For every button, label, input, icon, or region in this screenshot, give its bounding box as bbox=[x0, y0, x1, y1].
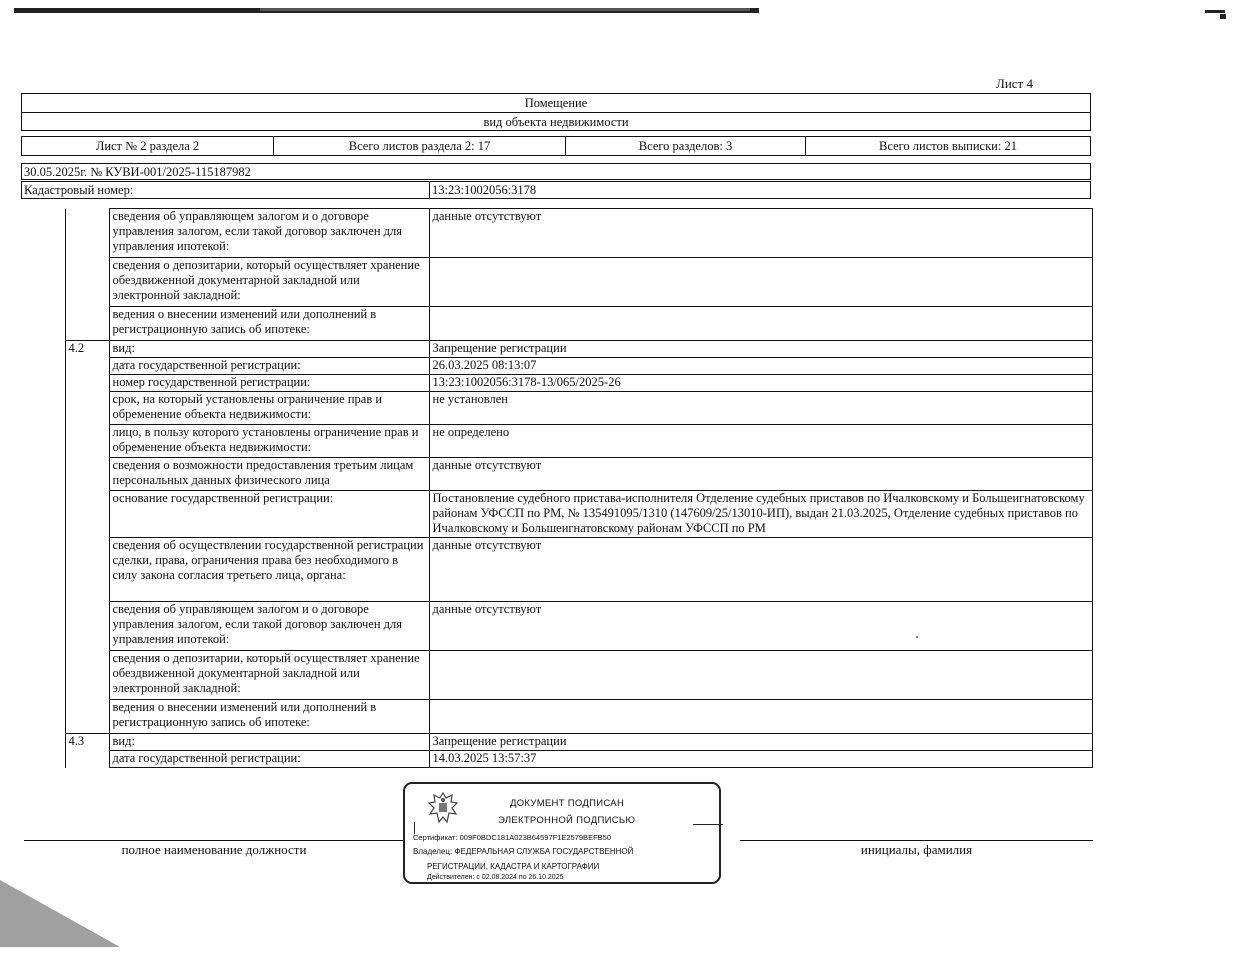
scan-corner-mark bbox=[1205, 10, 1225, 13]
stamp-certificate: Сертификат: 009F0BDC181A023B64597F1E2579BEFB50 bbox=[413, 833, 611, 842]
row-label: срок, на который установлены ограничение прав и обременение объекта недвижимости: bbox=[109, 392, 429, 425]
coat-of-arms-icon bbox=[425, 790, 461, 826]
sheet-info-row bbox=[21, 136, 1091, 156]
indent-cell bbox=[21, 751, 65, 768]
table-row bbox=[21, 358, 1092, 375]
indent-cell bbox=[21, 341, 65, 358]
row-value bbox=[429, 307, 1092, 341]
row-number bbox=[65, 258, 109, 307]
table-row bbox=[21, 209, 1092, 258]
row-value bbox=[429, 258, 1092, 307]
row-number bbox=[65, 375, 109, 392]
indent-cell bbox=[21, 538, 65, 602]
row-number bbox=[65, 538, 109, 602]
indent-cell bbox=[21, 392, 65, 425]
row-value: не определено bbox=[429, 425, 1092, 458]
name-label: инициалы, фамилия bbox=[860, 842, 973, 857]
row-value: данные отсутствуют bbox=[429, 538, 1092, 602]
row-number bbox=[65, 602, 109, 651]
scan-speck bbox=[916, 636, 918, 638]
total-extract-sheets: Всего листов выписки: 21 bbox=[879, 139, 1017, 153]
e-signature-stamp bbox=[403, 782, 721, 884]
stamp-line1: ДОКУМЕНТ ПОДПИСАН bbox=[510, 798, 625, 809]
table-row bbox=[21, 425, 1092, 458]
row-value: данные отсутствуют bbox=[429, 209, 1092, 258]
row-value: Постановление судебного пристава-исполнителя Отделение судебных приставов по Ичалковскому и Большеигнатовскому районам УФССП по РМ, № 135491095/1310 (147609/25/13010-ИП), выдан 21.03.2025, Отделение судебных приставов по Ичалковскому и Большеигнатовскому районам УФССП по РМ bbox=[429, 491, 1092, 538]
indent-cell bbox=[21, 209, 65, 258]
indent-cell bbox=[21, 458, 65, 491]
scan-corner-mark-2 bbox=[1220, 14, 1226, 19]
row-number bbox=[65, 491, 109, 538]
indent-cell bbox=[21, 651, 65, 700]
indent-cell bbox=[21, 307, 65, 341]
table-row bbox=[21, 307, 1092, 341]
row-number bbox=[65, 700, 109, 734]
indent-cell bbox=[21, 425, 65, 458]
sheet-section: Лист № 2 раздела 2 bbox=[22, 137, 274, 155]
signature-name bbox=[740, 822, 1093, 859]
row-value: 14.03.2025 13:57:37 bbox=[429, 751, 1092, 768]
indent-cell bbox=[21, 491, 65, 538]
table-row bbox=[21, 341, 1092, 358]
position-line bbox=[24, 822, 404, 841]
row-value bbox=[429, 651, 1092, 700]
cadastral-label: Кадастровый номер: bbox=[22, 182, 430, 198]
row-number bbox=[65, 392, 109, 425]
total-section-sheets: Всего листов раздела 2: 17 bbox=[274, 137, 566, 155]
table-row bbox=[21, 392, 1092, 425]
stamp-validity: Действителен: с 02.08.2024 по 26.10.2025 bbox=[427, 874, 564, 881]
encumbrance-table bbox=[21, 208, 1093, 768]
row-value: данные отсутствуют bbox=[429, 458, 1092, 491]
table-row bbox=[21, 491, 1092, 538]
row-number: 4.3 bbox=[65, 734, 109, 751]
table-row bbox=[21, 734, 1092, 751]
indent-cell bbox=[21, 375, 65, 392]
row-label: ведения о внесении изменений или дополнений в регистрационную запись об ипотеке: bbox=[109, 307, 429, 341]
row-label: вид: bbox=[109, 341, 429, 358]
row-label: номер государственной регистрации: bbox=[109, 375, 429, 392]
indent-cell bbox=[21, 602, 65, 651]
row-value: не установлен bbox=[429, 392, 1092, 425]
row-number bbox=[65, 307, 109, 341]
row-label: дата государственной регистрации: bbox=[109, 358, 429, 375]
row-label: ведения о внесении изменений или дополнений в регистрационную запись об ипотеке: bbox=[109, 700, 429, 734]
sheet-number: Лист 4 bbox=[996, 76, 1033, 91]
row-value: Запрещение регистрации bbox=[429, 734, 1092, 751]
row-label: сведения об управляющем залогом и о договоре управления залогом, если такой договор заключен для управления ипотекой: bbox=[109, 209, 429, 258]
table-row bbox=[21, 375, 1092, 392]
name-line bbox=[740, 822, 1093, 841]
row-value: данные отсутствуют bbox=[429, 602, 1092, 651]
table-row bbox=[21, 751, 1092, 768]
indent-cell bbox=[21, 734, 65, 751]
table-row bbox=[21, 651, 1092, 700]
stamp-line2: ЭЛЕКТРОННОЙ ПОДПИСЬЮ bbox=[498, 815, 636, 826]
row-value: 13:23:1002056:3178-13/065/2025-26 bbox=[429, 375, 1092, 392]
stamp-owner: Владелец: ФЕДЕРАЛЬНАЯ СЛУЖБА ГОСУДАРСТВЕННОЙ bbox=[413, 847, 634, 856]
row-label: дата государственной регистрации: bbox=[109, 751, 429, 768]
table-row bbox=[21, 700, 1092, 734]
object-type: Помещение bbox=[22, 94, 1090, 113]
row-number bbox=[65, 209, 109, 258]
object-header bbox=[21, 93, 1091, 131]
row-label: основание государственной регистрации: bbox=[109, 491, 429, 538]
row-label: сведения о возможности предоставления третьим лицам персональных данных физического лица bbox=[109, 458, 429, 491]
row-value bbox=[429, 700, 1092, 734]
registration-number: 30.05.2025г. № КУВИ-001/2025-115187982 bbox=[21, 163, 1091, 180]
indent-cell bbox=[21, 258, 65, 307]
row-number bbox=[65, 751, 109, 768]
position-label: полное наименование должности bbox=[121, 842, 307, 857]
row-value: Запрещение регистрации bbox=[429, 341, 1092, 358]
indent-cell bbox=[21, 700, 65, 734]
table-row bbox=[21, 538, 1092, 602]
row-number bbox=[65, 458, 109, 491]
total-sections: Всего разделов: 3 bbox=[566, 137, 806, 155]
row-value: 26.03.2025 08:13:07 bbox=[429, 358, 1092, 375]
scan-shadow bbox=[0, 880, 120, 947]
scan-edge-bar-2 bbox=[260, 8, 750, 11]
row-number bbox=[65, 425, 109, 458]
table-row bbox=[21, 602, 1092, 651]
row-label: сведения об осуществлении государственной регистрации сделки, права, ограничения права без необходимого в силу закона согласия третьего лица, органа: bbox=[109, 538, 429, 602]
table-row bbox=[21, 458, 1092, 491]
indent-cell bbox=[21, 358, 65, 375]
row-label: сведения об управляющем залогом и о договоре управления залогом, если такой договор заключен для управления ипотекой: bbox=[109, 602, 429, 651]
cadastral-row bbox=[21, 181, 1091, 199]
stamp-line bbox=[693, 824, 723, 825]
object-kind-label: вид объекта недвижимости bbox=[483, 115, 629, 129]
row-label: вид: bbox=[109, 734, 429, 751]
row-label: сведения о депозитарии, который осуществляет хранение обездвиженной документарной закладной или электронной закладной: bbox=[109, 258, 429, 307]
row-number bbox=[65, 358, 109, 375]
row-label: сведения о депозитарии, который осуществляет хранение обездвиженной документарной закладной или электронной закладной: bbox=[109, 651, 429, 700]
row-number bbox=[65, 651, 109, 700]
signature-position bbox=[24, 822, 404, 859]
row-number: 4.2 bbox=[65, 341, 109, 358]
row-label: лицо, в пользу которого установлены ограничение прав и обременение объекта недвижимости: bbox=[109, 425, 429, 458]
cadastral-value: 13:23:1002056:3178 bbox=[432, 183, 537, 197]
stamp-owner-2: РЕГИСТРАЦИИ, КАДАСТРА И КАРТОГРАФИИ bbox=[427, 862, 600, 871]
table-row bbox=[21, 258, 1092, 307]
